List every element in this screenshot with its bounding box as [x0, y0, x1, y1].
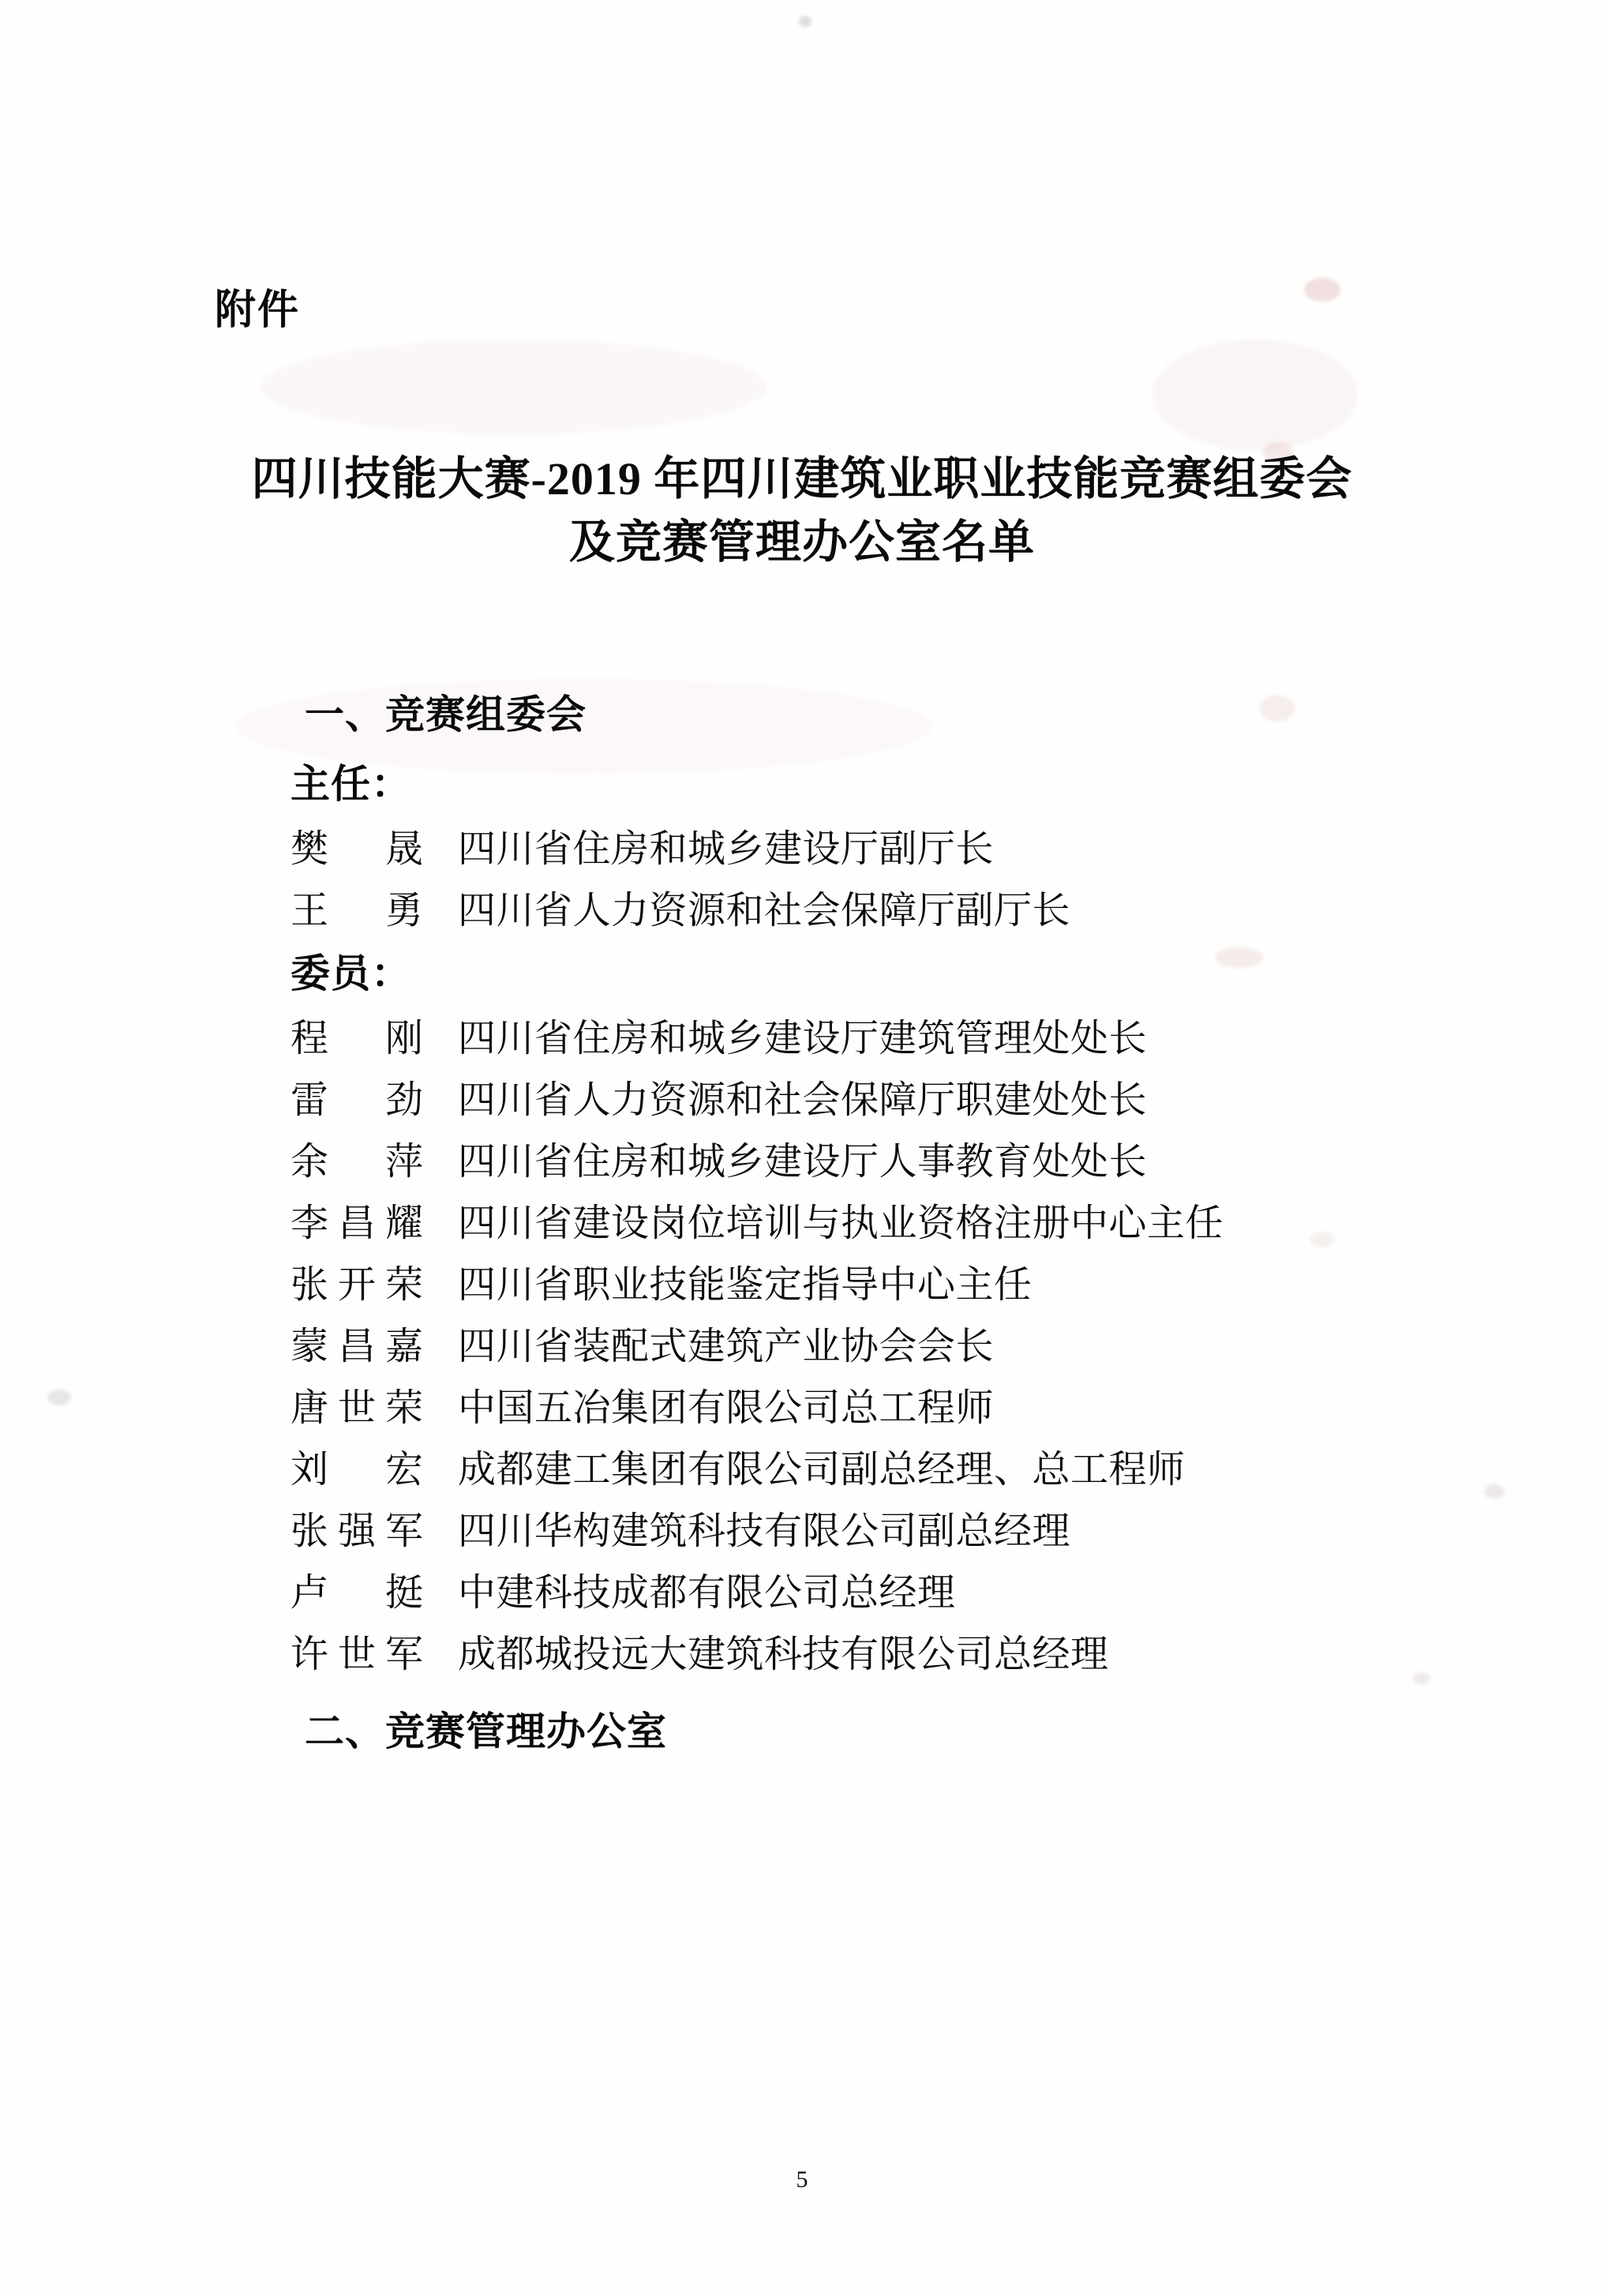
member-name: 刘宏 — [290, 1449, 423, 1491]
member-title: 成都城投远大建筑科技有限公司总经理 — [458, 1634, 1109, 1675]
member-title: 中国五冶集团有限公司总工程师 — [458, 1387, 995, 1429]
document-body — [290, 692, 1394, 1754]
member-title: 四川省装配式建筑产业协会会长 — [458, 1326, 995, 1367]
member-title: 四川省人力资源和社会保障厅副厅长 — [458, 890, 1071, 932]
member-row — [290, 892, 1394, 930]
member-row — [290, 1574, 1394, 1612]
member-row — [290, 1328, 1394, 1366]
member-name: 许世军 — [290, 1634, 423, 1675]
member-name: 卢挺 — [290, 1572, 423, 1614]
member-row — [290, 1451, 1394, 1489]
member-row — [290, 1636, 1394, 1674]
page-title — [0, 450, 1604, 572]
member-name: 雷劲 — [290, 1079, 423, 1121]
section-heading-organizing-committee: 一、竞赛组委会 — [305, 692, 587, 737]
page-title-line-1: 四川技能大赛-2019 年四川建筑业职业技能竞赛组委会 — [251, 453, 1353, 505]
member-title: 中建科技成都有限公司总经理 — [458, 1572, 956, 1614]
member-title: 四川省住房和城乡建设厅建筑管理处处长 — [458, 1018, 1148, 1060]
member-name: 余萍 — [290, 1141, 423, 1183]
member-name: 唐世荣 — [290, 1387, 423, 1429]
member-name: 李昌耀 — [290, 1202, 423, 1244]
member-row — [290, 828, 1394, 870]
section-heading-management-office: 二、竞赛管理办公室 — [305, 1709, 667, 1754]
member-row — [290, 1266, 1394, 1304]
member-name: 樊晟 — [290, 828, 423, 870]
page-number: 5 — [796, 2167, 808, 2193]
member-row — [290, 1387, 1394, 1429]
member-row — [290, 1202, 1394, 1244]
member-name: 蒙昌嘉 — [290, 1326, 423, 1367]
member-name: 程刚 — [290, 1018, 423, 1060]
member-title: 四川省住房和城乡建设厅副厅长 — [458, 828, 995, 870]
member-title: 四川省住房和城乡建设厅人事教育处处长 — [458, 1141, 1148, 1183]
page-title-line-2: 及竞赛管理办公室名单 — [568, 516, 1035, 568]
role-heading-director: 主任： — [290, 762, 411, 806]
member-row — [290, 1143, 1394, 1181]
member-title: 四川省建设岗位培训与执业资格注册中心主任 — [458, 1202, 1224, 1244]
member-row — [290, 1020, 1394, 1058]
member-row — [290, 1079, 1394, 1121]
member-name: 王勇 — [290, 890, 423, 932]
member-row — [290, 1510, 1394, 1552]
member-name: 张开荣 — [290, 1264, 423, 1306]
role-heading-committee-members: 委员： — [290, 951, 411, 996]
member-title: 四川省职业技能鉴定指导中心主任 — [458, 1264, 1032, 1306]
member-name: 张强军 — [290, 1510, 423, 1552]
member-title: 成都建工集团有限公司副总经理、总工程师 — [458, 1449, 1186, 1491]
attachment-label: 附件 — [215, 288, 301, 333]
member-title: 四川华构建筑科技有限公司副总经理 — [458, 1510, 1071, 1552]
member-title: 四川省人力资源和社会保障厅职建处处长 — [458, 1079, 1148, 1121]
